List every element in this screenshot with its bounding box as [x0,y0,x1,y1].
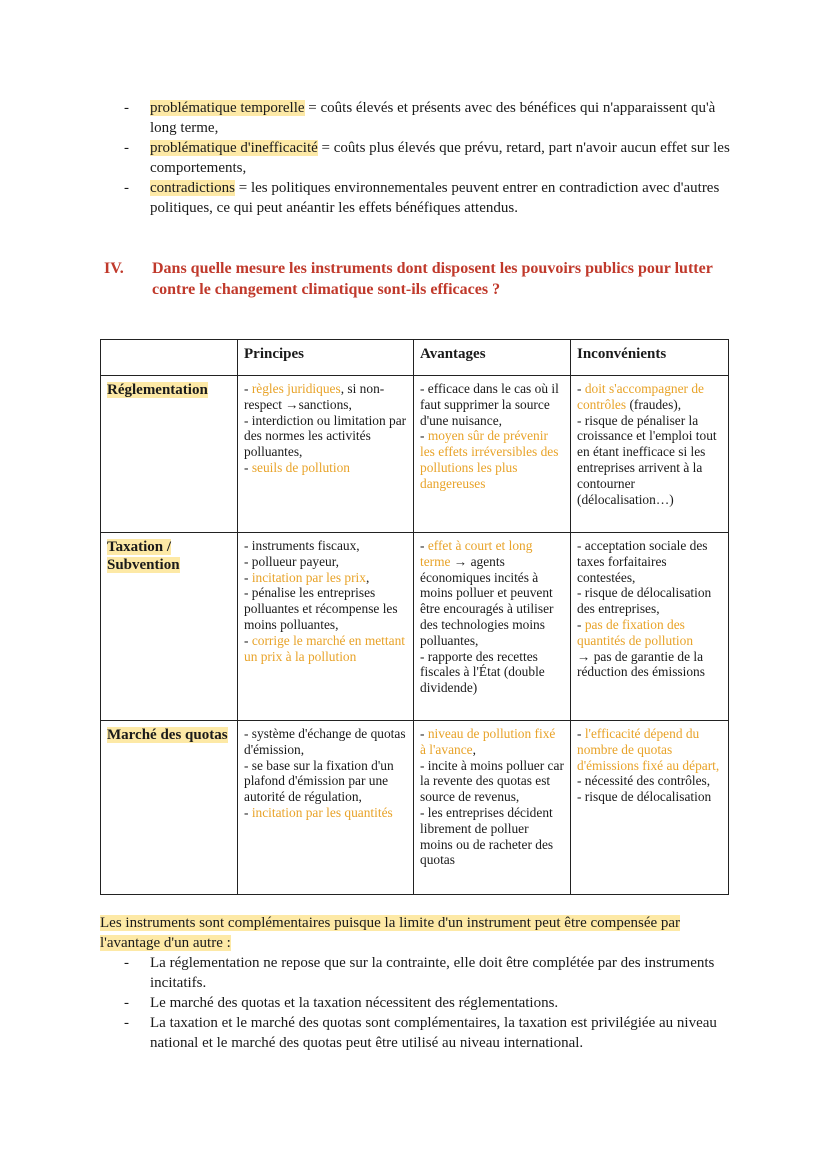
bullet-dash: - [124,180,129,196]
cell-text: - [577,381,585,396]
item-text: = coûts plus élevés que prévu, retard, part n'avoir aucun effet sur les comportements, [150,140,730,176]
list-item [0,1013,730,1053]
highlighted-phrase: pas de fixation des quantités de pollution [577,616,694,648]
highlighted-term: contradictions [150,180,235,196]
conclusion-highlight: Les instruments sont complémentaires puisque la limite d'un instrument peut être compensée par l'avantage d'un autre : [100,915,681,951]
cell-text: - [244,632,252,648]
cell-text: (fraudes), [626,396,682,412]
list-item [0,178,730,218]
cell-text: - acceptation sociale des taxes forfaitaires contestées, [577,538,708,585]
header-cell: Principes [238,340,414,376]
table-row [101,533,729,721]
cell-text: - [577,726,585,741]
cell-text: - [420,428,428,444]
header-cell [101,340,238,376]
instruments-table [100,339,729,895]
highlighted-phrase: niveau de pollution fixé à l'avance [420,726,556,757]
section-title: Dans quelle mesure les instruments dont disposent les pouvoirs publics pour lutter contre le changement climatique sont-ils efficaces ? [152,260,713,298]
table-header-row [101,340,729,376]
row-label-cell [101,376,238,533]
table-cell [571,376,729,533]
cell-text: - rapporte des recettes fiscales à l'État (double dividende) [420,648,545,696]
highlighted-phrase: corrige le marché en mettant un prix à la pollution [244,632,405,664]
cell-text: → pas de garantie de la réduction des émissions [577,648,705,680]
highlighted-phrase: moyen sûr de prévenir les effets irréversibles des pollutions les plus dangereuses [420,428,559,491]
cell-text: - se base sur la fixation d'un plafond d'émission par une autorité de régulation, [244,757,394,805]
cell-text: - les entreprises décident librement de polluer moins ou de racheter des quotas [420,804,554,868]
cell-text: - pénalise les entreprises polluantes et récompense les moins polluantes, [244,585,398,632]
cell-text: - système d'échange de quotas d'émission, [244,726,406,757]
highlighted-phrase: effet à court et long terme [420,538,533,569]
list-item [0,98,730,138]
highlighted-term: problématique temporelle [150,100,305,116]
row-label-cell [101,721,238,895]
section-number: IV. [104,260,124,277]
cell-text: - pollueur payeur, [244,553,340,569]
item-text: La réglementation ne repose que sur la contrainte, elle doit être complétée par des instruments incitatifs. [150,955,715,991]
list-item [0,993,730,1013]
bullet-dash: - [124,100,129,116]
table-row [101,721,729,895]
cell-text: - risque de délocalisation des entreprises, [577,585,712,617]
cell-text: , [365,569,370,585]
cell-text: , si non-respect →sanctions, [244,381,385,412]
cell-text: - efficace dans le cas où il faut supprimer la source d'une nuisance, [420,381,559,428]
row-label: Réglementation [107,382,208,398]
table-cell [571,533,729,721]
highlighted-phrase: incitation par les quantités [251,804,393,820]
header-cell: Avantages [414,340,571,376]
row-label: Taxation / Subvention [107,539,180,573]
cell-text: - instruments fiscaux, [244,538,360,553]
header-cell: Inconvénients [571,340,729,376]
complementarity-list [0,953,730,1053]
cell-text: - [420,726,428,741]
list-item [0,138,730,178]
highlighted-phrase: règles juridiques [251,381,341,396]
bullet-dash: - [124,1015,129,1031]
highlighted-term: problématique d'inefficacité [150,140,318,156]
table-cell [414,533,571,721]
consequences-list [0,98,730,218]
cell-text: - [244,569,252,585]
highlighted-phrase: doit s'accompagner de contrôles [577,381,704,412]
row-label-cell [101,533,238,721]
table-row [101,376,729,533]
table-cell [238,376,414,533]
cell-text: , [472,741,476,757]
conclusion-text [100,913,720,953]
cell-text: - [244,804,252,820]
cell-text: - incite à moins polluer car la revente des quotas est source de revenus, [420,757,564,805]
table-cell [414,376,571,533]
cell-text: - risque de pénaliser la croissance et l'emploi tout en étant inefficace si les entreprises arrivent à la contourner (délocalisation…) [577,412,717,507]
bullet-dash: - [124,995,129,1011]
cell-text: → agents économiques incités à moins polluer et peuvent être encouragés à utiliser des technologies moins polluantes, [420,553,554,648]
item-text: La taxation et le marché des quotas sont complémentaires, la taxation est privilégiée au niveau national et le marché des quotas peut être utilisé au niveau international. [150,1015,717,1051]
cell-text: - nécessité des contrôles, [577,773,711,789]
row-label: Marché des quotas [107,727,228,743]
table-cell [414,721,571,895]
cell-text: - interdiction ou limitation par des normes les activités polluantes, [244,412,407,460]
highlighted-phrase: l'efficacité dépend du nombre de quotas d'émissions fixé au départ, [577,726,720,773]
item-text: Le marché des quotas et la taxation nécessitent des réglementations. [150,995,559,1011]
cell-text: - [577,616,585,632]
bullet-dash: - [124,955,129,971]
item-text: = coûts élevés et présents avec des bénéfices qui n'apparaissent qu'à long terme, [150,100,716,136]
table-cell [571,721,729,895]
highlighted-phrase: seuils de pollution [251,459,351,475]
cell-text: - [244,381,252,396]
bullet-dash: - [124,140,129,156]
cell-text: - [420,538,428,553]
table-cell [238,721,414,895]
item-text: = les politiques environnementales peuvent entrer en contradiction avec d'autres politiques, ce qui peut anéantir les effets bénéfiques attendus. [150,180,720,216]
cell-text: - risque de délocalisation [577,789,712,805]
table-cell [238,533,414,721]
cell-text: - [244,459,252,475]
highlighted-phrase: incitation par les prix [251,569,366,585]
list-item [0,953,730,993]
